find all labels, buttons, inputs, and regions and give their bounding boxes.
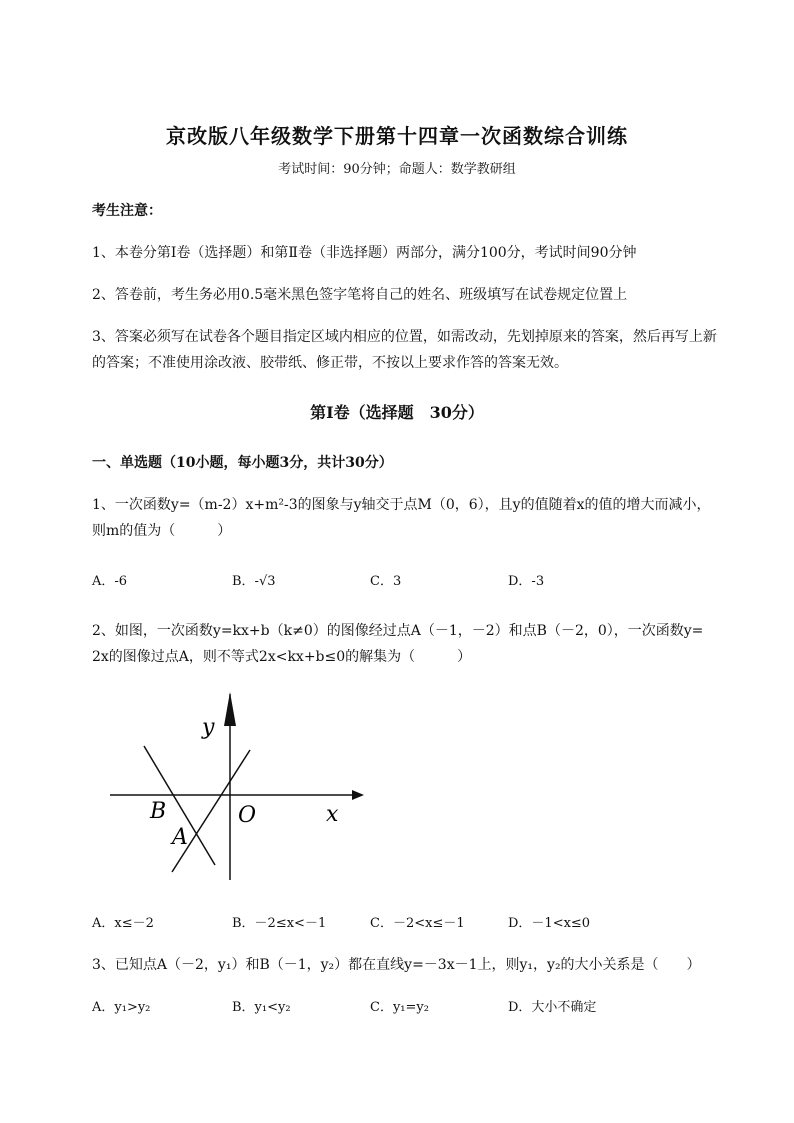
q2-stem-line2: 2x的图像过点A，则不等式2x<kx+b≤0的解集为（ ）: [92, 649, 472, 665]
q1-option-b[interactable]: B．-√3: [232, 574, 276, 589]
y-axis-arrow: [224, 692, 236, 726]
part-title: 一、单选题（10小题，每小题3分，共计30分）: [92, 455, 393, 471]
notice-item-2: 2、答卷前，考生务必用0.5毫米黑色签字笔将自己的姓名、班级填写在试卷规定位置上: [92, 287, 628, 303]
q1-option-d[interactable]: D．-3: [508, 574, 545, 589]
label-point-a: A: [172, 825, 188, 850]
q2-option-d[interactable]: D．－1<x≤0: [508, 916, 591, 931]
q1-option-c[interactable]: C．3: [370, 574, 402, 589]
q1-option-a[interactable]: A．-6: [92, 574, 128, 589]
q2-function-graph: [100, 688, 370, 883]
q3-stem: 3、已知点A（－2，y₁）和B（－1，y₂）都在直线y=－3x－1上，则y₁，y₂的大小关系是（ ）: [92, 957, 701, 973]
label-x: x: [326, 802, 339, 827]
notice-item-3: 3、答案必须写在试卷各个题目指定区域内相应的位置，如需改动，先划掉原来的答案，然后再写上新: [92, 329, 717, 345]
notice-heading: 考生注意：: [92, 203, 162, 219]
section-title: 第Ⅰ卷（选择题 30分）: [310, 403, 484, 422]
q3-option-d[interactable]: D．大小不确定: [508, 1000, 597, 1015]
q3-option-c[interactable]: C．y₁=y₂: [370, 1000, 429, 1015]
q3-option-a[interactable]: A．y₁>y₂: [92, 1000, 151, 1015]
label-y: y: [202, 715, 215, 740]
label-point-b: B: [150, 799, 167, 824]
label-origin: O: [238, 803, 257, 828]
q2-option-b[interactable]: B．－2≤x<－1: [232, 916, 327, 931]
q1-stem-line2: 则m的值为（ ）: [92, 523, 232, 539]
q2-option-c[interactable]: C．－2<x≤－1: [370, 916, 465, 931]
notice-item-3-cont: 的答案；不准使用涂改液、胶带纸、修正带，不按以上要求作答的答案无效。: [92, 355, 568, 371]
q1-stem-line1: 1、一次函数y=（m-2）x+m²-3的图象与y轴交于点M（0，6），且y的值随着x的值的增大而减小，: [92, 497, 711, 513]
exam-info: 考试时间：90分钟；命题人：数学教研组: [278, 162, 516, 177]
q3-option-b[interactable]: B．y₁<y₂: [232, 1000, 291, 1015]
q2-option-a[interactable]: A．x≤－2: [92, 916, 154, 931]
page-title: 京改版八年级数学下册第十四章一次函数综合训练: [166, 124, 628, 148]
q2-stem-line1: 2、如图，一次函数y=kx+b（k≠0）的图像经过点A（－1，－2）和点B（－2，0），一次函数y=: [92, 623, 704, 639]
notice-item-1: 1、本卷分第Ⅰ卷（选择题）和第Ⅱ卷（非选择题）两部分，满分100分，考试时间90分钟: [92, 245, 637, 261]
